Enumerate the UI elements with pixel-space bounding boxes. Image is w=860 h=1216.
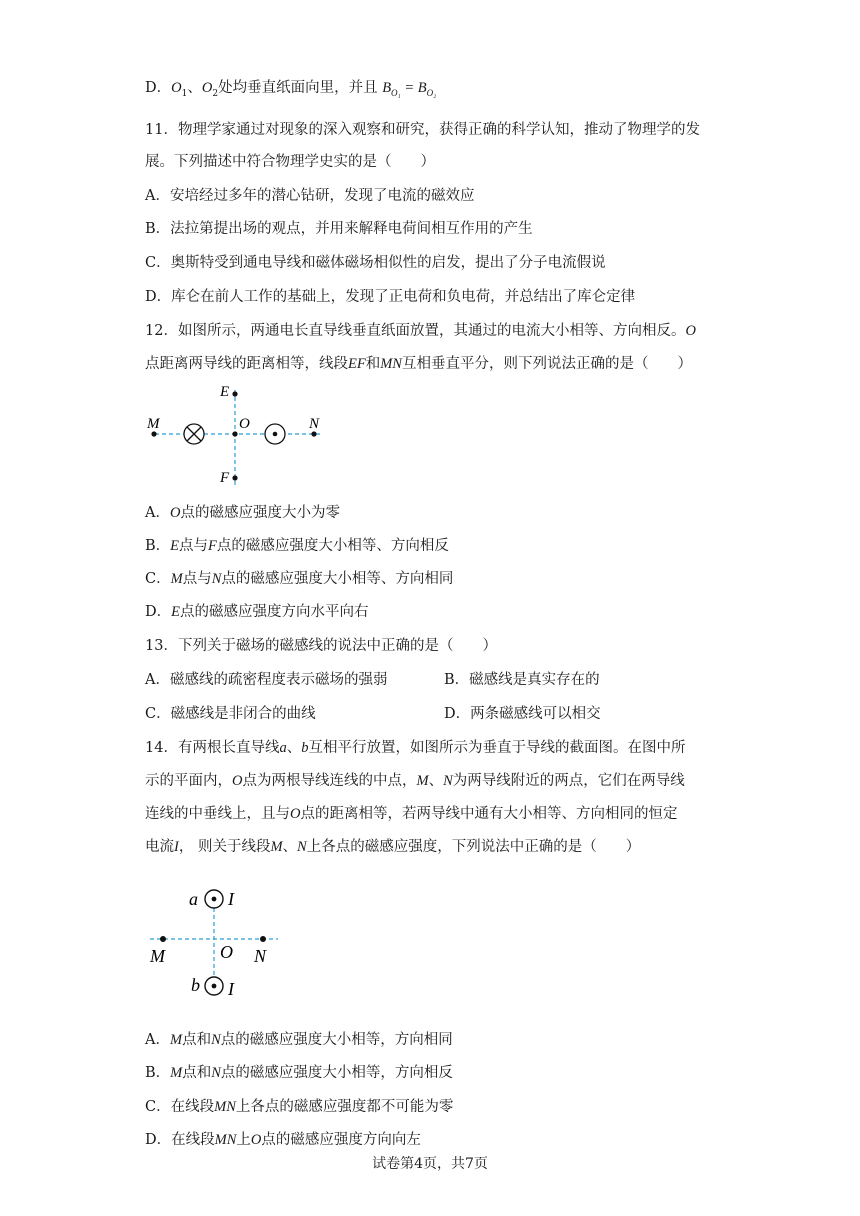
- q13-option-a: A．磁感线的疏密程度表示磁场的强弱: [145, 672, 388, 688]
- q12-wire-into-page-icon: [184, 424, 204, 444]
- q12-option-b: B．E点与F点的磁感应强度大小相等、方向相反: [145, 538, 449, 554]
- q14-label-b: b: [191, 975, 200, 995]
- q14-label-i-bottom: I: [228, 979, 234, 999]
- q12-label-e: E: [220, 384, 230, 400]
- q12-option-c: C．M点与N点的磁感应强度大小相等、方向相同: [145, 571, 454, 587]
- q10-option-d: D．$O_1$、$O_2$处均垂直纸面向里，并且 $B_{O_1} = B_{O_2}$: [145, 80, 437, 99]
- page-footer: 试卷第4页，共7页: [372, 1156, 488, 1172]
- q12-label-f: F: [220, 470, 230, 486]
- q10-equation: $B_{O_1} = B_{O_2}$: [382, 80, 437, 98]
- q11-stem-line2: 展。下列描述中符合物理学史实的是（ ）: [145, 154, 435, 170]
- q13-stem: 13．下列关于磁场的磁感线的说法中正确的是（ ）: [145, 638, 497, 654]
- q12-point-f: [232, 475, 237, 480]
- q12-label-n: N: [309, 416, 320, 432]
- q12-wire-out-of-page-icon: [265, 424, 285, 444]
- q12-option-a: A．O点的磁感应强度大小为零: [145, 505, 340, 521]
- q12-point-e: [232, 391, 237, 396]
- q14-label-a: a: [189, 889, 198, 909]
- q12-point-o: [232, 431, 237, 436]
- q12-label-m: M: [147, 416, 160, 432]
- q13-option-d: D．两条磁感线可以相交: [444, 706, 601, 722]
- q12-stem-line2: 点距离两导线的距离相等，线段EF和MN互相垂直平分，则下列说法正确的是（ ）: [145, 356, 692, 372]
- q14-label-o: O: [220, 942, 233, 962]
- q14-option-a: A．M点和N点的磁感应强度大小相等，方向相同: [145, 1032, 453, 1048]
- q12-label-o: O: [239, 416, 250, 432]
- q12-point-n: [311, 431, 316, 436]
- q13-option-b: B．磁感线是真实存在的: [444, 672, 600, 688]
- q14-stem-line3: 连线的中垂线上，且与O点的距离相等，若两导线中通有大小相等、方向相同的恒定: [145, 806, 678, 822]
- q14-wire-b-out-of-page-icon: [205, 977, 223, 995]
- q11-option-b: B．法拉第提出场的观点，并用来解释电荷间相互作用的产生: [145, 221, 533, 237]
- q14-stem-line2: 示的平面内，O点为两根导线连线的中点，M、N为两导线附近的两点，它们在两导线: [145, 773, 685, 789]
- q14-label-n: N: [254, 946, 267, 966]
- q14-label-m: M: [150, 946, 165, 966]
- q11-option-a: A．安培经过多年的潜心钻研，发现了电流的磁效应: [145, 188, 475, 204]
- q14-point-n: [260, 936, 266, 942]
- q14-stem-line4: 电流I， 则关于线段M、N上各点的磁感应强度，下列说法中正确的是（ ）: [145, 839, 641, 855]
- q11-option-c: C．奥斯特受到通电导线和磁体磁场相似性的启发，提出了分子电流假说: [145, 255, 606, 271]
- q13-option-c: C．磁感线是非闭合的曲线: [145, 706, 316, 722]
- q14-option-b: B．M点和N点的磁感应强度大小相等，方向相反: [145, 1065, 453, 1081]
- q14-option-c: C．在线段MN上各点的磁感应强度都不可能为零: [145, 1099, 454, 1115]
- q12-point-m: [151, 431, 156, 436]
- q12-stem-line1: 12．如图所示，两通电长直导线垂直纸面放置，其通过的电流大小相等、方向相反。O: [145, 323, 696, 339]
- q14-wire-a-out-of-page-icon: [205, 890, 223, 908]
- q12-option-d: D．E点的磁感应强度方向水平向右: [145, 604, 369, 620]
- q14-stem-line1: 14．有两根长直导线a、b互相平行放置，如图所示为垂直于导线的截面图。在图中所: [145, 740, 686, 756]
- q14-figure: [140, 880, 300, 1005]
- q14-label-i-top: I: [228, 889, 234, 909]
- q14-option-d: D．在线段MN上O点的磁感应强度方向向左: [145, 1132, 421, 1148]
- q12-figure: [140, 380, 340, 490]
- q11-stem-line1: 11．物理学家通过对现象的深入观察和研究，获得正确的科学认知，推动了物理学的发: [145, 122, 700, 138]
- q14-point-m: [160, 936, 166, 942]
- q11-option-d: D．库仑在前人工作的基础上，发现了正电荷和负电荷，并总结出了库仑定律: [145, 289, 636, 305]
